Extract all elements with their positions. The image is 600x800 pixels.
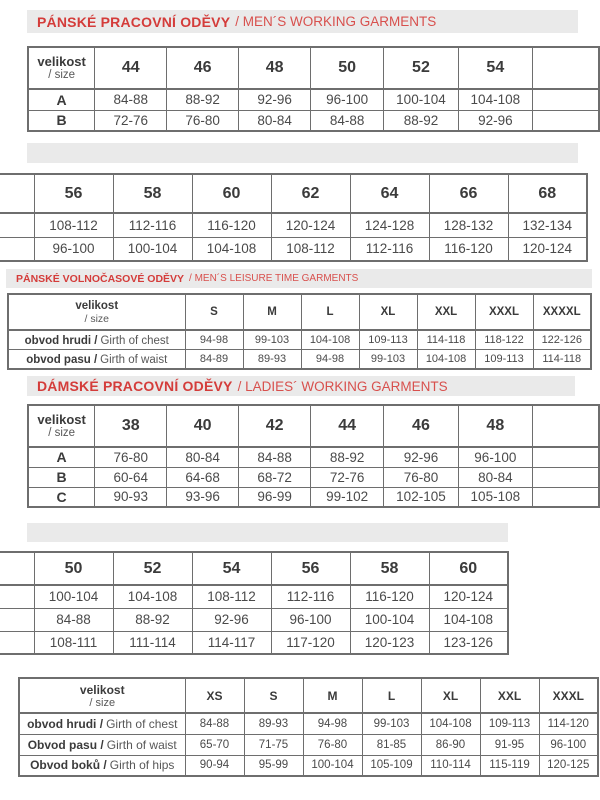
size-value-cell: 112-116: [271, 585, 350, 608]
size-value-cell: 76-80: [95, 447, 167, 467]
size-value-cell: 96-100: [271, 608, 350, 631]
column-header: XL: [421, 678, 480, 713]
size-value-cell: 88-92: [311, 447, 384, 467]
column-header: 66: [429, 174, 508, 213]
size-value-cell: 109-113: [480, 713, 539, 734]
size-value-cell: 123-126: [429, 631, 508, 654]
section-divider-band: [27, 143, 578, 163]
size-value-cell: 100-104: [384, 89, 458, 110]
size-value-cell: 116-120: [429, 237, 508, 261]
size-value-cell: 120-124: [271, 213, 350, 237]
column-header: 56: [34, 174, 113, 213]
ladies-letter-sizes: [18, 677, 600, 785]
table-row: [28, 467, 599, 487]
column-header: 60: [192, 174, 271, 213]
size-value-cell: 115-119: [480, 755, 539, 776]
size-value-cell: 120-125: [539, 755, 598, 776]
row-label: C: [28, 487, 95, 507]
size-header-cell: [28, 47, 95, 89]
size-value-cell: 99-102: [311, 487, 384, 507]
row-label: A: [28, 89, 95, 110]
row-label-czech: obvod hrudi /: [24, 335, 98, 347]
size-value-cell: 128-132: [429, 213, 508, 237]
row-label-czech: Obvod pasu /: [27, 737, 104, 752]
size-value-cell: 108-111: [34, 631, 113, 654]
row-label-czech: obvod hrudi /: [27, 716, 104, 731]
column-header: XL: [359, 294, 417, 330]
section-title-czech: PÁNSKÉ PRACOVNÍ ODĚVY: [37, 13, 231, 30]
column-header: 44: [311, 405, 384, 447]
size-label-english: / size: [48, 427, 76, 439]
size-value-cell: 117-120: [271, 631, 350, 654]
size-value-cell: 72-76: [95, 110, 167, 131]
cut-off-cell: [533, 487, 599, 507]
cut-off-cell: [0, 552, 34, 585]
cut-off-cell: [0, 585, 34, 608]
size-value-cell: 114-118: [417, 330, 475, 350]
table-row: [0, 237, 587, 261]
ladies-working-sizes-lower: [0, 551, 512, 663]
size-value-cell: 88-92: [113, 608, 192, 631]
column-header: 46: [384, 405, 458, 447]
column-header: 54: [458, 47, 532, 89]
cut-off-cell: [533, 405, 599, 447]
cut-off-cell: [533, 110, 599, 131]
size-value-cell: 72-76: [311, 467, 384, 487]
table-row: [28, 110, 599, 131]
ladies-working-sizes-lower-table: [0, 551, 509, 655]
size-value-cell: 81-85: [362, 734, 421, 755]
size-value-cell: 96-99: [239, 487, 311, 507]
ladies-working-sizes-upper: [27, 404, 600, 519]
mens-leisure-sizes-table: [7, 293, 592, 370]
row-label: B: [28, 467, 95, 487]
section-title-czech: DÁMSKÉ PRACOVNÍ ODĚVY: [37, 378, 233, 394]
size-value-cell: 86-90: [421, 734, 480, 755]
table-row: [28, 89, 599, 110]
table-row: [8, 330, 591, 350]
cut-off-cell: [533, 89, 599, 110]
size-value-cell: 94-98: [185, 330, 243, 350]
column-header: 52: [113, 552, 192, 585]
size-header-cell: [8, 294, 185, 330]
column-header: 48: [458, 405, 532, 447]
size-value-cell: 116-120: [350, 585, 429, 608]
size-value-cell: 104-108: [421, 713, 480, 734]
size-value-cell: 94-98: [303, 713, 362, 734]
size-value-cell: 111-114: [113, 631, 192, 654]
size-value-cell: 122-126: [533, 330, 591, 350]
column-header: 38: [95, 405, 167, 447]
column-header: 58: [350, 552, 429, 585]
cut-off-cell: [0, 608, 34, 631]
cut-off-cell: [0, 631, 34, 654]
size-value-cell: 71-75: [244, 734, 303, 755]
column-header: 44: [95, 47, 167, 89]
table-header-row: [19, 678, 598, 713]
mens-working-sizes-upper-table: [27, 46, 600, 132]
section-title-mens-working: [27, 10, 578, 33]
column-header: L: [301, 294, 359, 330]
size-label-czech: velikost: [79, 682, 125, 697]
size-value-cell: 84-88: [185, 713, 244, 734]
size-value-cell: 112-116: [350, 237, 429, 261]
column-header: XS: [185, 678, 244, 713]
size-value-cell: 76-80: [384, 467, 458, 487]
column-header: M: [303, 678, 362, 713]
size-value-cell: 84-88: [311, 110, 384, 131]
size-value-cell: 109-113: [475, 350, 533, 370]
size-value-cell: 84-88: [95, 89, 167, 110]
size-value-cell: 112-116: [113, 213, 192, 237]
table-row: [19, 713, 598, 734]
cut-off-cell: [533, 47, 599, 89]
size-value-cell: 118-122: [475, 330, 533, 350]
size-label-english: / size: [84, 312, 109, 325]
size-value-cell: 64-68: [167, 467, 239, 487]
mens-leisure-sizes: [7, 293, 597, 378]
column-header: L: [362, 678, 421, 713]
size-value-cell: 100-104: [350, 608, 429, 631]
column-header: 46: [167, 47, 239, 89]
size-label-czech: velikost: [37, 54, 86, 69]
row-label: [19, 713, 185, 734]
size-value-cell: 88-92: [384, 110, 458, 131]
size-value-cell: 114-117: [192, 631, 271, 654]
column-header: 42: [239, 405, 311, 447]
row-label-english: Girth of chest: [100, 335, 169, 347]
size-value-cell: 90-93: [95, 487, 167, 507]
section-divider-band: [27, 523, 508, 542]
size-value-cell: 96-100: [34, 237, 113, 261]
row-label: B: [28, 110, 95, 131]
table-row: [0, 213, 587, 237]
column-header: XXXL: [539, 678, 598, 713]
ladies-working-sizes-upper-table: [27, 404, 600, 508]
row-label-czech: Obvod boků /: [30, 758, 107, 773]
size-value-cell: 84-88: [239, 447, 311, 467]
size-value-cell: 108-112: [271, 237, 350, 261]
size-value-cell: 84-89: [185, 350, 243, 370]
table-row: [0, 585, 508, 608]
size-value-cell: 120-124: [508, 237, 587, 261]
size-label-czech: velikost: [37, 412, 86, 427]
size-value-cell: 88-92: [167, 89, 239, 110]
section-title-ladies-working: [27, 376, 575, 396]
column-header: XXL: [480, 678, 539, 713]
size-value-cell: 93-96: [167, 487, 239, 507]
row-label-czech: obvod pasu /: [26, 354, 98, 366]
table-header-row: [0, 552, 508, 585]
size-value-cell: 65-70: [185, 734, 244, 755]
size-value-cell: 104-108: [458, 89, 532, 110]
column-header: S: [185, 294, 243, 330]
table-row: [19, 755, 598, 776]
table-row: [28, 447, 599, 467]
size-value-cell: 105-108: [458, 487, 532, 507]
ladies-letter-sizes-table: [18, 677, 599, 777]
size-value-cell: 132-134: [508, 213, 587, 237]
mens-working-sizes-lower: [0, 173, 590, 269]
size-value-cell: 108-112: [34, 213, 113, 237]
section-title-english: / MEN´S LEISURE TIME GARMENTS: [189, 273, 359, 284]
size-value-cell: 114-118: [533, 350, 591, 370]
size-value-cell: 80-84: [239, 110, 311, 131]
size-value-cell: 104-108: [429, 608, 508, 631]
size-value-cell: 99-103: [359, 350, 417, 370]
column-header: 68: [508, 174, 587, 213]
cut-off-cell: [0, 174, 34, 213]
table-row: [28, 487, 599, 507]
size-value-cell: 60-64: [95, 467, 167, 487]
size-value-cell: 110-114: [421, 755, 480, 776]
size-value-cell: 104-108: [301, 330, 359, 350]
column-header: XXXXL: [533, 294, 591, 330]
size-value-cell: 109-113: [359, 330, 417, 350]
size-value-cell: 100-104: [113, 237, 192, 261]
size-value-cell: 108-112: [192, 585, 271, 608]
size-value-cell: 95-99: [244, 755, 303, 776]
mens-working-sizes-lower-table: [0, 173, 588, 262]
size-value-cell: 99-103: [362, 713, 421, 734]
size-value-cell: 96-100: [458, 447, 532, 467]
size-value-cell: 100-104: [34, 585, 113, 608]
column-header: 48: [239, 47, 311, 89]
row-label-english: Girth of waist: [106, 737, 177, 752]
row-label: [8, 350, 185, 370]
size-value-cell: 94-98: [301, 350, 359, 370]
size-label-english: / size: [48, 69, 76, 81]
table-header-row: [28, 405, 599, 447]
column-header: 58: [113, 174, 192, 213]
row-label-english: Girth of waist: [100, 354, 168, 366]
column-header: 64: [350, 174, 429, 213]
column-header: 54: [192, 552, 271, 585]
size-value-cell: 105-109: [362, 755, 421, 776]
size-value-cell: 92-96: [192, 608, 271, 631]
column-header: M: [243, 294, 301, 330]
table-row: [0, 608, 508, 631]
column-header: XXXL: [475, 294, 533, 330]
size-value-cell: 96-100: [311, 89, 384, 110]
cut-off-cell: [533, 467, 599, 487]
size-header-cell: [28, 405, 95, 447]
size-value-cell: 96-100: [539, 734, 598, 755]
row-label: A: [28, 447, 95, 467]
size-value-cell: 104-108: [192, 237, 271, 261]
section-title-mens-leisure: [6, 269, 592, 288]
row-label: [8, 330, 185, 350]
size-value-cell: 124-128: [350, 213, 429, 237]
section-title-english: / LADIES´ WORKING GARMENTS: [237, 378, 448, 394]
column-header: 62: [271, 174, 350, 213]
row-label-english: Girth of chest: [106, 716, 178, 731]
row-label: [19, 734, 185, 755]
size-value-cell: 80-84: [458, 467, 532, 487]
size-value-cell: 80-84: [167, 447, 239, 467]
size-value-cell: 114-120: [539, 713, 598, 734]
size-value-cell: 89-93: [243, 350, 301, 370]
size-value-cell: 120-124: [429, 585, 508, 608]
column-header: 60: [429, 552, 508, 585]
cut-off-cell: [533, 447, 599, 467]
column-header: XXL: [417, 294, 475, 330]
column-header: 40: [167, 405, 239, 447]
size-value-cell: 68-72: [239, 467, 311, 487]
table-header-row: [8, 294, 591, 330]
column-header: 56: [271, 552, 350, 585]
table-row: [8, 350, 591, 370]
size-value-cell: 91-95: [480, 734, 539, 755]
section-title-english: / MEN´S WORKING GARMENTS: [235, 14, 437, 29]
size-value-cell: 102-105: [384, 487, 458, 507]
row-label-english: Girth of hips: [109, 758, 175, 773]
size-value-cell: 100-104: [303, 755, 362, 776]
table-header-row: [0, 174, 587, 213]
row-label: [19, 755, 185, 776]
size-value-cell: 92-96: [458, 110, 532, 131]
table-row: [0, 631, 508, 654]
cut-off-cell: [0, 213, 34, 237]
size-label-czech: velikost: [75, 299, 119, 312]
column-header: 52: [384, 47, 458, 89]
size-header-cell: [19, 678, 185, 713]
mens-working-sizes-upper: [27, 46, 600, 141]
size-value-cell: 92-96: [239, 89, 311, 110]
size-value-cell: 90-94: [185, 755, 244, 776]
size-value-cell: 116-120: [192, 213, 271, 237]
size-value-cell: 104-108: [113, 585, 192, 608]
table-header-row: [28, 47, 599, 89]
size-value-cell: 76-80: [167, 110, 239, 131]
size-value-cell: 104-108: [417, 350, 475, 370]
size-label-english: / size: [89, 696, 116, 709]
size-value-cell: 120-123: [350, 631, 429, 654]
table-row: [19, 734, 598, 755]
size-value-cell: 99-103: [243, 330, 301, 350]
column-header: S: [244, 678, 303, 713]
size-value-cell: 92-96: [384, 447, 458, 467]
size-value-cell: 76-80: [303, 734, 362, 755]
column-header: 50: [311, 47, 384, 89]
section-title-czech: PÁNSKÉ VOLNOČASOVÉ ODĚVY: [16, 272, 185, 285]
cut-off-cell: [0, 237, 34, 261]
size-value-cell: 89-93: [244, 713, 303, 734]
size-value-cell: 84-88: [34, 608, 113, 631]
column-header: 50: [34, 552, 113, 585]
